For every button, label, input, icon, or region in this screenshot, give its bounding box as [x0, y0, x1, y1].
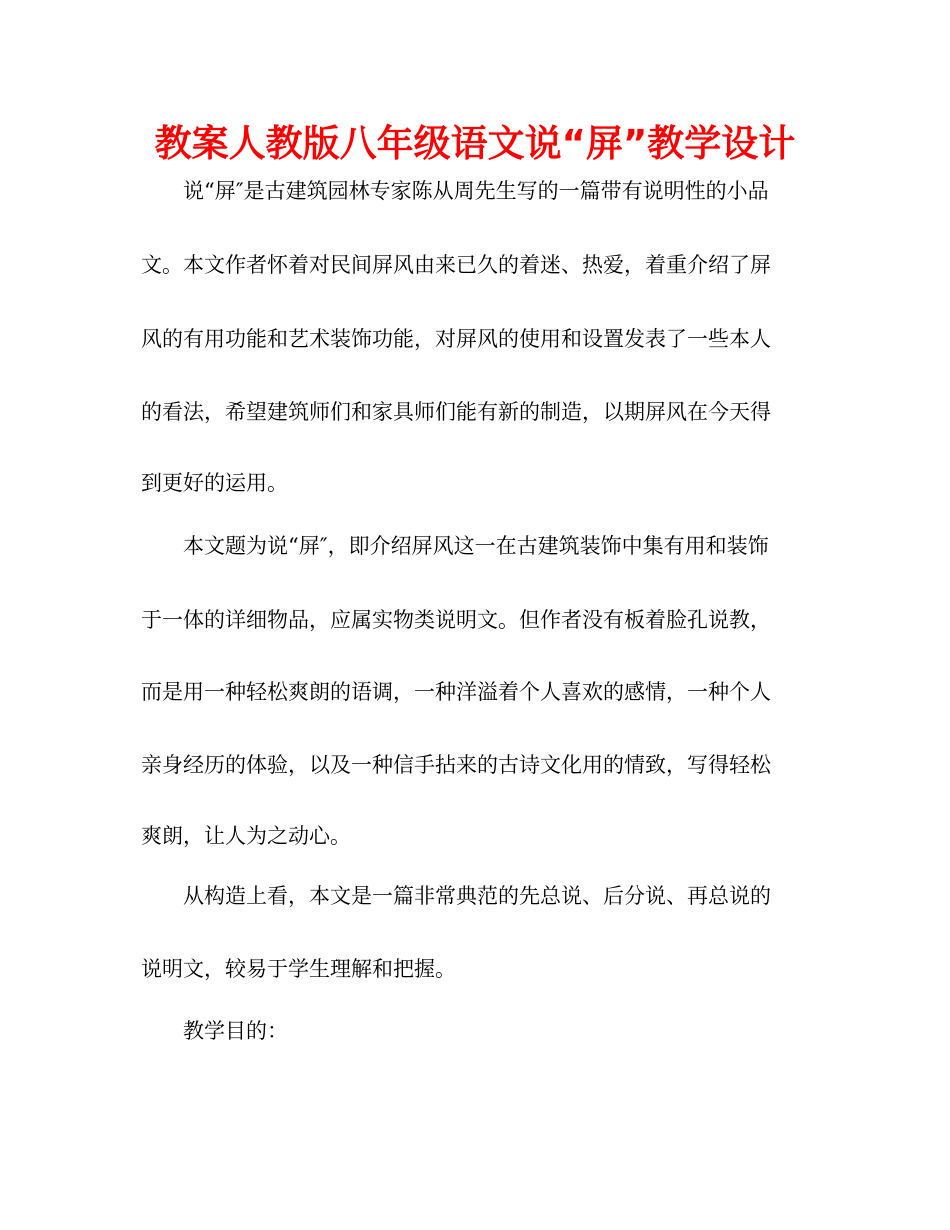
body-line: 从构造上看，本文是一篇非常典范的先总说、后分说、再总说的	[183, 884, 771, 908]
body-line: 到更好的运用。	[141, 471, 288, 495]
body-line: 风的有用功能和艺术装饰功能，对屏风的使用和设置发表了一些本人	[141, 327, 771, 351]
document-title: 教案人教版八年级语文说“屏”教学设计	[154, 122, 796, 165]
body-line: 文。本文作者怀着对民间屏风由来已久的着迷、热爱，着重介绍了屏	[141, 253, 771, 277]
body-line: 于一体的详细物品，应属实物类说明文。但作者没有板着脸孔说教，	[141, 608, 771, 632]
body-line: 爽朗，让人为之动心。	[141, 824, 351, 848]
body-line: 说“屏″是古建筑园林专家陈从周先生写的一篇带有说明性的小品	[183, 179, 769, 203]
body-line: 说明文，较易于学生理解和把握。	[141, 957, 456, 981]
body-line: 亲身经历的体验，以及一种信手拈来的古诗文化用的情致，写得轻松	[141, 753, 771, 777]
body-line: 而是用一种轻松爽朗的语调，一种洋溢着个人喜欢的感情，一种个人	[141, 680, 771, 704]
section-heading: 教学目的：	[183, 1019, 288, 1043]
body-line: 的看法，希望建筑师们和家具师们能有新的制造，以期屏风在今天得	[141, 400, 771, 424]
body-line: 本文题为说“屏″，即介绍屏风这一在古建筑装饰中集有用和装饰	[183, 534, 769, 558]
